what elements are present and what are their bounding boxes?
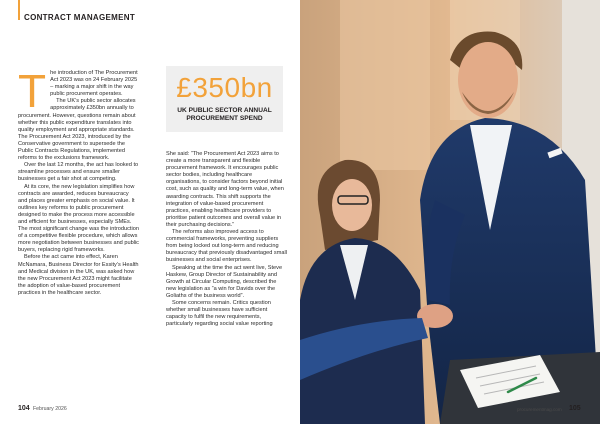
paragraph: Some concerns remain. Critics question whether small businesses have sufficient capacity to fulfil the new requirements, particularly regarding social value reporting bbox=[166, 299, 273, 328]
section-title: CONTRACT MANAGEMENT bbox=[24, 13, 136, 22]
paragraph: At its core, the new legislation simplifies how contracts are awarded, reduces bureaucracy and places greater emphasis on social value. It outlines key reforms to public procurement designed to make the process more accessible and efficient for businesses, especially SMEs. The most significant change was the introduction of a competitive flexible procedure, which allows more negotiation between businesses and public buyers, replacing rigid frameworks. bbox=[18, 183, 139, 254]
paragraph: She said: “The Procurement Act 2023 aims to create a more transparent and flexible procurement framework. It encourages public sector bodies, including healthcare organisations, to consider factors beyond initial cost, such as quality and long-term value, when awarding contracts. This shift supports the integration of value-based procurement practices, enabling healthcare providers to prioritise patient outcomes and overall value in their purchasing decisions.” bbox=[166, 151, 284, 228]
stat-callout bbox=[166, 66, 283, 132]
paragraph: Speaking at the time the act went live, Steve Haskew, Group Director of Sustainability and Growth at Circular Computing, described the new legislation as “a win for Davids over the Goliaths of the business world”. bbox=[166, 264, 283, 299]
paragraph: Before the act came into effect, Karen McNamara, Business Director for Essity’s Health and Medical division in the UK, was asked how the new Procurement Act 2023 might facilitate the adoption of value-based procurement practices in the healthcare sector. bbox=[18, 254, 139, 296]
man-face bbox=[458, 42, 518, 118]
woman-face bbox=[332, 179, 372, 231]
website-url: procurementmag.com bbox=[517, 407, 562, 412]
article-column-2 bbox=[166, 151, 287, 328]
paragraph: Over the last 12 months, the act has looked to streamline processes and ensure smaller businesses get a fair shot at competing. bbox=[18, 162, 139, 183]
paragraph: he introduction of The Procurement Act 2023 was on 24 February 2025 – marking a major shift in the way public procurement operates. bbox=[50, 70, 138, 98]
drop-cap: T bbox=[18, 65, 47, 117]
page-number-left: 104 bbox=[18, 405, 30, 412]
issue-date: February 2026 bbox=[33, 406, 67, 412]
paragraph: The reforms also improved access to commercial frameworks, preventing suppliers from being locked out long-term and reducing bureaucracy that previously disadvantaged small businesses and social enterprises. bbox=[166, 229, 287, 264]
section-accent-bar bbox=[18, 0, 20, 20]
window-panel bbox=[340, 0, 430, 170]
paragraph: The UK’s public sector allocates approximately £350bn annually to procurement. However, questions remain about whether this public expenditure translates into quality employment and appropriate standards. The Procurement Act 2023, introduced by the Conservative government to supersede the Public Contracts Regulations, implemented reforms to the exclusions framework. bbox=[18, 98, 136, 162]
photo-illustration bbox=[300, 0, 600, 424]
page-number-right: 105 bbox=[569, 405, 581, 412]
stat-value: £350bn bbox=[176, 72, 273, 103]
stat-label: UK PUBLIC SECTOR ANNUAL PROCUREMENT SPEND bbox=[177, 107, 272, 122]
article-column-1 bbox=[18, 65, 139, 297]
business-handshake-photo bbox=[300, 0, 600, 424]
